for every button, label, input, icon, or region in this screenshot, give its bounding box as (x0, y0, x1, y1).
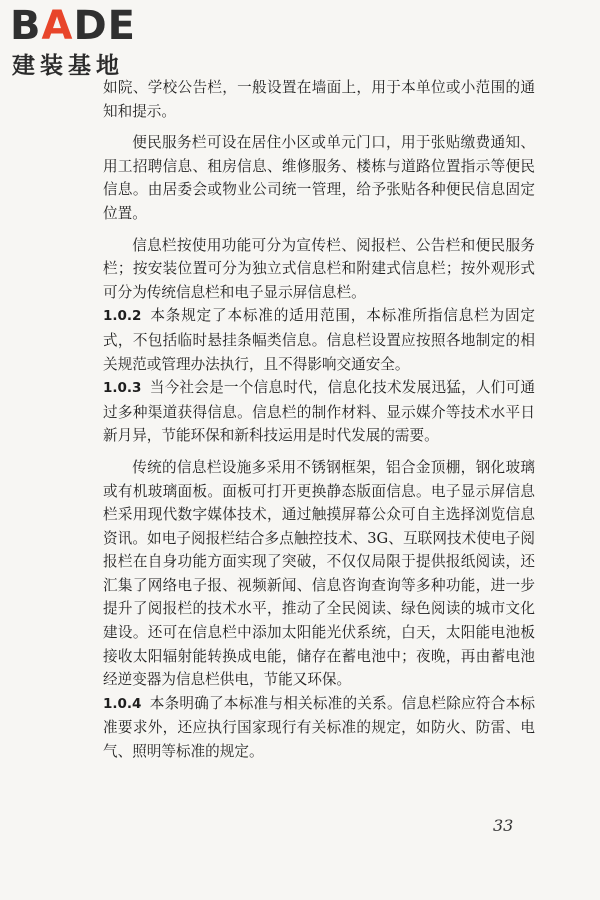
clause-paragraph (103, 304, 535, 376)
page-number: 33 (493, 816, 514, 835)
clause-text: 本条明确了本标准与相关标准的关系。信息栏除应符合本标准要求外，还应执行国家现行有关标准的规定，如防火、防雷、电气、照明等标准的规定。 (103, 694, 535, 761)
paragraph: 传统的信息栏设施多采用不锈钢框架，铝合金顶棚，钢化玻璃或有机玻璃面板。面板可打开更换静态版面信息。电子显示屏信息栏采用现代数字媒体技术，通过触摸屏幕公众可自主选择浏览信息资讯。如电子阅报栏结合多点触控技术、3G、互联网技术使电子阅报栏在自身功能方面实现了突破，不仅仅局限于提供报纸阅读，还汇集了网络电子报、视频新闻、信息咨询查询等多种功能，进一步提升了阅报栏的技术水平，推动了全民阅读、绿色阅读的城市文化建设。还可在信息栏中添加太阳能光伏系统，白天，太阳能电池板接收太阳辐射能转换成电能，储存在蓄电池中；夜晚，再由蓄电池经逆变器为信息栏供电，节能又环保。 (103, 458, 535, 689)
watermark-brand: BADE (10, 3, 136, 49)
paragraph: 如院、学校公告栏，一般设置在墙面上，用于本单位或小范围的通知和提示。 (103, 79, 535, 120)
paragraph: 信息栏按使用功能可分为宣传栏、阅报栏、公告栏和便民服务栏；按安装位置可分为独立式信息栏和附建式信息栏；按外观形式可分为传统信息栏和电子显示屏信息栏。 (103, 236, 535, 301)
clause-paragraph (103, 376, 535, 448)
clause-text: 本条规定了本标准的适用范围，本标准所指信息栏为固定式，不包括临时悬挂条幅类信息。信息栏设置应按照各地制定的相关规范或管理办法执行，且不得影响交通安全。 (103, 307, 535, 373)
clause-text: 当今社会是一个信息时代，信息化技术发展迅猛，人们可通过多种渠道获得信息。信息栏的制作材料、显示媒介等技术水平日新月异，节能环保和新科技运用是时代发展的需要。 (103, 379, 535, 445)
document-body (103, 76, 535, 764)
watermark-logo (4, 2, 174, 82)
clause-paragraph (103, 692, 535, 764)
clause-number: 1.0.3 (103, 380, 142, 397)
paragraph: 便民服务栏可设在居住小区或单元门口，用于张贴缴费通知、用工招聘信息、租房信息、维修服务、楼栋与道路位置指示等便民信息。由居委会或物业公司统一管理，给予张贴各种便民信息固定位置。 (103, 134, 535, 222)
clause-number: 1.0.4 (103, 695, 142, 712)
watermark-subtitle: 建装基地 (12, 53, 124, 79)
clause-number: 1.0.2 (103, 308, 142, 325)
